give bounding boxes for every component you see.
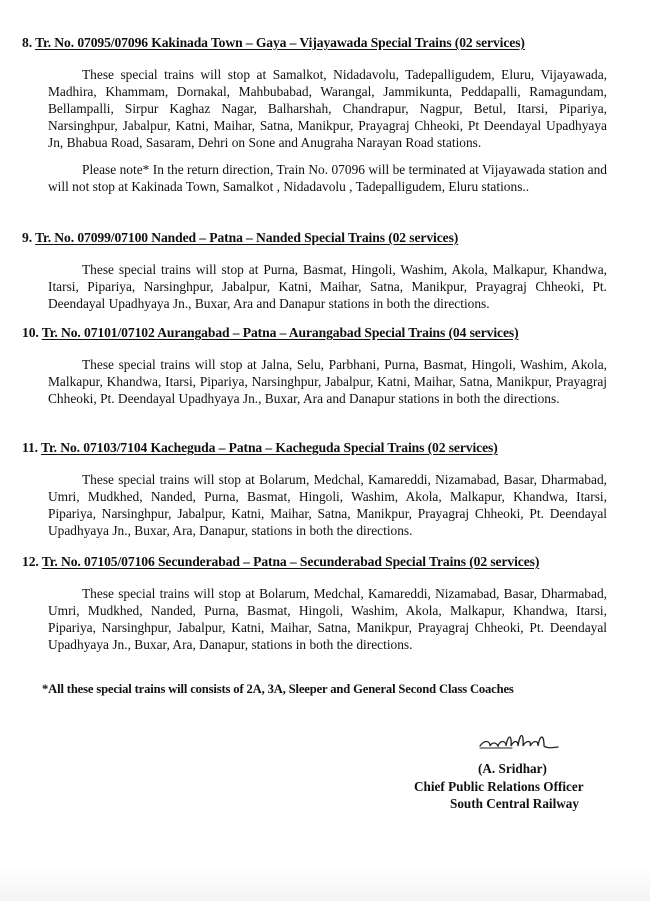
section-number: 12.	[22, 554, 39, 569]
section-10-heading	[22, 325, 519, 341]
section-number: 10.	[22, 325, 39, 340]
section-title: Tr. No. 07101/07102 Aurangabad – Patna – Aurangabad Special Trains (04 services)	[41, 325, 519, 340]
signatory-organization: South Central Railway	[450, 796, 579, 811]
section-title: Tr. No. 07103/7104 Kacheguda – Patna – Kacheguda Special Trains (02 services)	[41, 440, 498, 455]
signatory-name: (A. Sridhar)	[478, 761, 547, 776]
section-10-stops-paragraph: These special trains will stop at Jalna, Selu, Parbhani, Purna, Basmat, Hingoli, Washim, Akola, Malkapur, Khandwa, Itarsi, Pipariya, Narsinghpur, Jabalpur, Katni, Maihar, Satna, Manikpur, Prayagraj Chheoki, Pt. Deendayal Upadhyaya Jn., Buxar, Ara and Danapur stations in both the directions.	[48, 357, 607, 406]
signatory-designation: Chief Public Relations Officer	[414, 778, 584, 794]
section-9-stops-paragraph: These special trains will stop at Purna, Basmat, Hingoli, Washim, Akola, Malkapur, Khandwa, Itarsi, Pipariya, Narsinghpur, Jabalpur, Katni, Maihar, Satna, Manikpur, Prayagraj Chheoki, Pt. Deendayal Upadhyaya Jn., Buxar, Ara and Danapur stations in both the directions.	[48, 262, 607, 311]
signatory-block	[414, 760, 614, 813]
coach-composition-footnote: *All these special trains will consists of 2A, 3A, Sleeper and General Second Class Coaches	[42, 682, 514, 696]
section-title: Tr. No. 07105/07106 Secunderabad – Patna – Secunderabad Special Trains (02 services)	[41, 554, 540, 569]
section-number: 8.	[22, 35, 32, 50]
section-12-heading	[22, 554, 539, 570]
section-title: Tr. No. 07095/07096 Kakinada Town – Gaya – Vijayawada Special Trains (02 services)	[35, 35, 525, 50]
section-8-heading	[22, 35, 525, 51]
section-title: Tr. No. 07099/07100 Nanded – Patna – Nanded Special Trains (02 services)	[35, 230, 459, 245]
section-number: 11.	[22, 440, 38, 455]
section-11-heading	[22, 440, 498, 456]
section-8-stops-paragraph: These special trains will stop at Samalkot, Nidadavolu, Tadepalligudem, Eluru, Vijayawada, Madhira, Khammam, Dornakal, Mahbubabad, Warangal, Jammikunta, Peddapalli, Ramagundam, Bellampalli, Sirpur Kaghaz Nagar, Balharshah, Chandrapur, Nagpur, Betul, Itarsi, Pipariya, Narsinghpur, Jabalpur, Katni, Maihar, Satna, Manikpur, Prayagraj Chheoki, Pt Deendayal Upadhyaya Jn, Bhabua Road, Sasaram, Dehri on Sone and Anugraha Narayan Road stations.	[48, 67, 607, 150]
section-9-heading	[22, 230, 458, 246]
handwritten-signature-icon	[478, 728, 568, 754]
section-11-stops-paragraph: These special trains will stop at Bolarum, Medchal, Kamareddi, Nizamabad, Basar, Dharmabad, Umri, Mudkhed, Nanded, Purna, Basmat, Hingoli, Washim, Akola, Malkapur, Khandwa, Itarsi, Pipariya, Narsinghpur, Jabalpur, Katni, Maihar, Satna, Manikpur, Prayagraj Chheoki, Pt. Deendayal Upadhyaya Jn., Buxar, Ara, Danapur, stations in both the directions.	[48, 472, 607, 538]
section-number: 9.	[22, 230, 32, 245]
section-8-note-paragraph: Please note* In the return direction, Train No. 07096 will be terminated at Vijayawada station and will not stop at Kakinada Town, Samalkot , Nidadavolu , Tadepalligudem, Eluru stations..	[48, 162, 607, 194]
section-12-stops-paragraph: These special trains will stop at Bolarum, Medchal, Kamareddi, Nizamabad, Basar, Dharmabad, Umri, Mudkhed, Nanded, Purna, Basmat, Hingoli, Washim, Akola, Malkapur, Khandwa, Itarsi, Pipariya, Narsinghpur, Jabalpur, Katni, Maihar, Satna, Manikpur, Prayagraj Chheoki, Pt. Deendayal Upadhyaya Jn., Buxar, Ara, Danapur, stations in both the directions.	[48, 586, 607, 652]
